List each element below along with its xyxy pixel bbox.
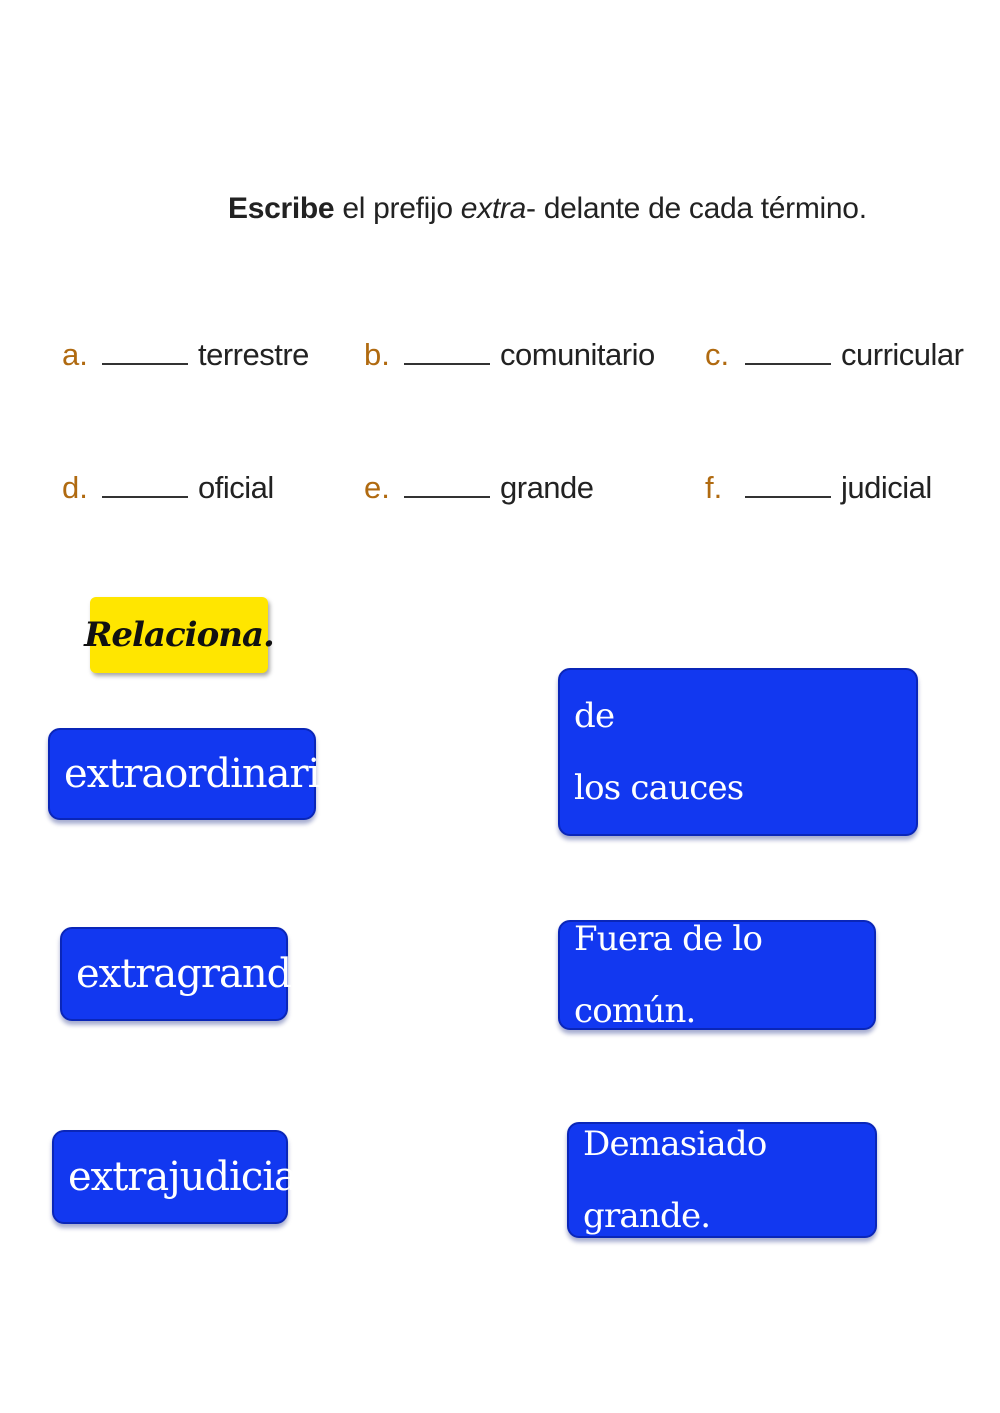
word-card-extraordinario[interactable]: [48, 728, 343, 820]
exercise-item-d: [62, 470, 274, 510]
relaciona-badge: [84, 597, 274, 673]
relaciona-label: Relaciona.: [84, 615, 274, 655]
instruction-italic: extra: [460, 192, 526, 225]
instruction-text: [228, 192, 867, 226]
item-word: judicial: [841, 470, 932, 505]
answer-blank[interactable]: [404, 341, 490, 365]
definition-line-1: Fuera de lo común.: [574, 919, 763, 1031]
definition-text: [560, 608, 916, 896]
item-letter: e.: [364, 470, 390, 505]
word-card-extragrande[interactable]: [60, 927, 314, 1021]
instruction-part2: - delante de cada término.: [525, 192, 867, 225]
answer-blank[interactable]: [745, 474, 831, 498]
definition-line-2: los cauces judiciales.: [574, 768, 744, 880]
item-letter: f.: [705, 470, 723, 505]
answer-blank[interactable]: [102, 474, 188, 498]
exercise-item-e: [364, 470, 594, 510]
definition-card-grande[interactable]: [567, 1122, 877, 1238]
exercise-item-f: [705, 470, 932, 510]
definition-line-1: Que se realiza fuera de: [574, 624, 906, 736]
item-letter: a.: [62, 337, 88, 372]
item-letter: b.: [364, 337, 390, 372]
exercise-item-c: [705, 337, 963, 377]
word-card-label: extragrande: [76, 951, 314, 997]
definition-card-comun[interactable]: [558, 920, 876, 1030]
word-card-label: extrajudicial: [68, 1154, 309, 1200]
answer-blank[interactable]: [404, 474, 490, 498]
item-word: grande: [500, 470, 594, 505]
exercise-item-a: [62, 337, 309, 377]
exercise-item-b: [364, 337, 655, 377]
word-card-label: extraordinario: [64, 751, 343, 797]
item-word: curricular: [841, 337, 964, 372]
item-word: comunitario: [500, 337, 655, 372]
instruction-bold: Escribe: [228, 192, 335, 225]
answer-blank[interactable]: [745, 341, 831, 365]
instruction-part1: el prefijo: [334, 192, 461, 225]
answer-blank[interactable]: [102, 341, 188, 365]
item-word: oficial: [198, 470, 274, 505]
definition-card-judicial[interactable]: [558, 624, 918, 880]
item-letter: c.: [705, 337, 730, 372]
item-letter: d.: [62, 470, 88, 505]
item-word: terrestre: [198, 337, 309, 372]
definition-line-1: Demasiado grande.: [583, 1124, 767, 1236]
word-card-extrajudicial[interactable]: [52, 1130, 309, 1224]
